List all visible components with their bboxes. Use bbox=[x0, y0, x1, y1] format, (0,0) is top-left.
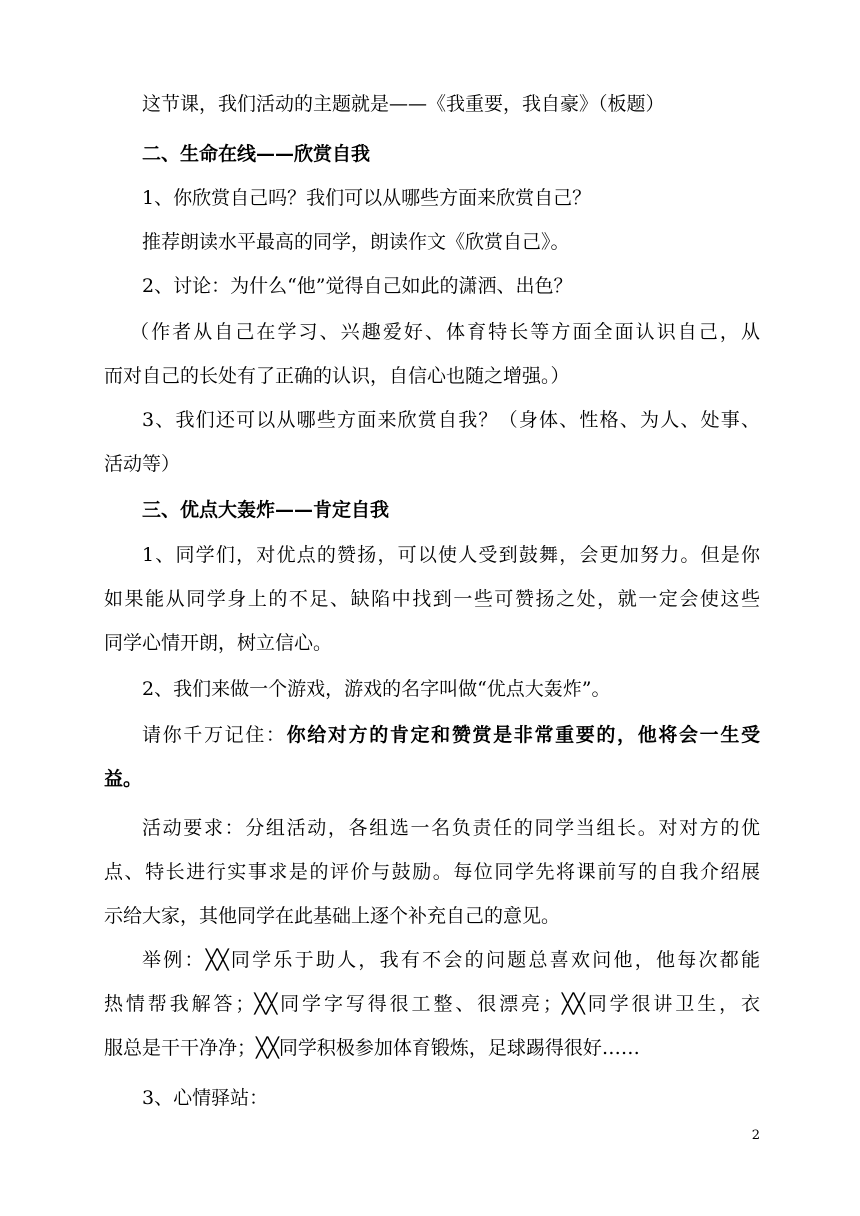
activity-rules-line-2: 点、特长进行实事求是的评价与鼓励。每位同学先将课前写的自我介绍展 bbox=[104, 861, 760, 883]
remember-line-2: 益。 bbox=[104, 768, 143, 790]
praise-line-1: 1、同学们，对优点的赞扬，可以使人受到鼓舞，会更加努力。但是你 bbox=[142, 544, 760, 566]
mood-station: 3、心情驿站： bbox=[142, 1087, 269, 1109]
answer-2-line-1: （作者从自己在学习、兴趣爱好、体育特长等方面全面认识自己，从 bbox=[130, 321, 760, 343]
example-line-3: 服总是干干净净；╳╳同学积极参加体育锻炼，足球踢得很好…… bbox=[104, 1037, 640, 1059]
example-line-1: 举例：╳╳同学乐于助人，我有不会的问题总喜欢问他，他每次都能 bbox=[142, 949, 760, 971]
question-3-line-2: 活动等） bbox=[104, 453, 181, 475]
page-number: 2 bbox=[751, 1128, 760, 1143]
question-2: 2、讨论：为什么“他”觉得自己如此的潇洒、出色？ bbox=[142, 275, 573, 297]
activity-rules-line-1: 活动要求：分组活动，各组选一名负责任的同学当组长。对对方的优 bbox=[142, 817, 760, 839]
remember-label: 请你千万记住： bbox=[142, 724, 287, 746]
game-intro: 2、我们来做一个游戏，游戏的名字叫做“优点大轰炸”。 bbox=[142, 678, 611, 700]
remember-line-1 bbox=[142, 721, 760, 749]
section-heading-2: 二、生命在线——欣赏自我 bbox=[142, 143, 371, 165]
paragraph-topic: 这节课，我们活动的主题就是——《我重要，我自豪》（板题） bbox=[142, 93, 665, 115]
praise-line-2: 如果能从同学身上的不足、缺陷中找到一些可赞扬之处，就一定会使这些 bbox=[104, 588, 760, 610]
praise-line-3: 同学心情开朗，树立信心。 bbox=[104, 632, 333, 654]
activity-rules-line-3: 示给大家，其他同学在此基础上逐个补充自己的意见。 bbox=[104, 905, 561, 927]
section-heading-3: 三、优点大轰炸——肯定自我 bbox=[142, 499, 390, 521]
recommend-reading: 推荐朗读水平最高的同学，朗读作文《欣赏自己》。 bbox=[142, 231, 570, 253]
question-3-line-1: 3、我们还可以从哪些方面来欣赏自我？（身体、性格、为人、处事、 bbox=[142, 409, 760, 431]
question-1: 1、你欣赏自己吗？我们可以从哪些方面来欣赏自己？ bbox=[142, 187, 592, 209]
remember-emphasis: 你给对方的肯定和赞赏是非常重要的，他将会一生受 bbox=[286, 724, 760, 746]
example-line-2: 热情帮我解答；╳╳同学字写得很工整、很漂亮；╳╳同学很讲卫生，衣 bbox=[104, 993, 760, 1015]
answer-2-line-2: 而对自己的长处有了正确的认识，自信心也随之增强。） bbox=[104, 365, 570, 387]
